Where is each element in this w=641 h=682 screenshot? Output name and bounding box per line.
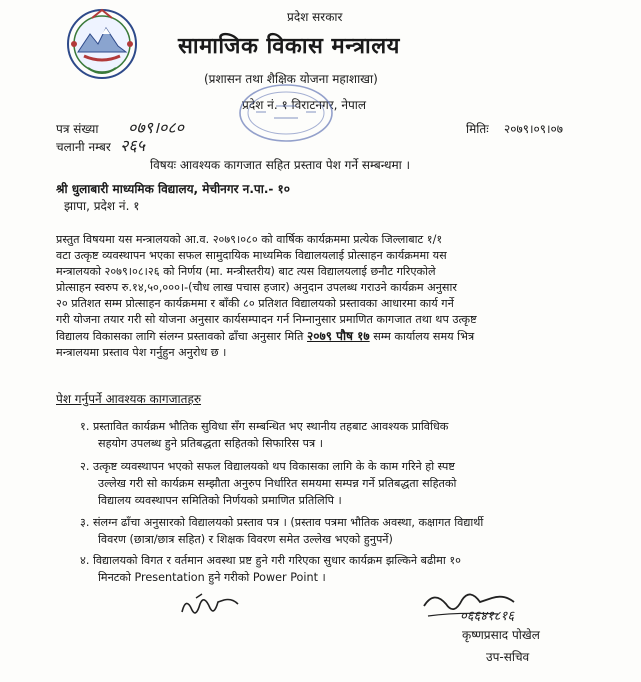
section-heading: पेश गर्नुपर्ने आवश्यक कागजातहरु — [56, 392, 202, 406]
signatory-title: उप-सचिव — [486, 650, 530, 664]
signature-scribble-icon — [178, 590, 248, 620]
body-paragraph — [56, 232, 580, 361]
list-item — [80, 458, 456, 509]
header-government: प्रदेश सरकार — [287, 10, 343, 24]
signature-number: ०६६४१८१६ — [460, 609, 515, 624]
item-line: मिनटको Presentation हुने गरीको Power Point । — [98, 571, 326, 584]
body-text: विद्यालय विकासका लागि संलग्न प्रस्तावको ढाँचा अनुसार मिति — [56, 330, 304, 343]
item-text: प्रस्तावित कार्यक्रम भौतिक सुविधा सँग सम्बन्धित भए स्थानीय तहबाट आवश्यक प्राविधिक — [92, 420, 449, 433]
deadline-date: २०७९ पौष १७ — [307, 329, 370, 343]
item-text: विद्यालयको विगत र वर्तमान अवस्था प्रष्ट हुने गरी गरिएका सुधार कार्यक्रम झल्किने बढीमा १० — [92, 554, 461, 567]
body-line: मन्त्रालयमा प्रस्ताव पेश गर्नुहुन अनुरोध छ । — [56, 346, 227, 359]
office-stamp-icon — [236, 82, 336, 144]
recipient-line-2: झापा, प्रदेश नं. १ — [64, 199, 140, 213]
subject-line: विषयः आवश्यक कागजात सहित प्रस्ताव पेश गर्ने सम्बन्धमा । — [150, 158, 411, 172]
letter-number-label: पत्र संख्या — [56, 122, 99, 136]
division-name: (प्रशासन तथा शैक्षिक योजना महाशाखा) — [204, 72, 378, 86]
item-line: सहयोग उपलब्ध हुने प्रतिबद्धता सहितको सिफारिस पत्र । — [98, 437, 323, 450]
item-number: १. — [80, 420, 90, 433]
item-line — [80, 552, 461, 569]
body-line: प्रस्तुत विषयमा यस मन्त्रालयको आ.व. २०७९।०८० को वार्षिक कार्यक्रममा प्रत्येक जिल्लाबाट १/१ — [56, 233, 443, 246]
government-emblem-icon — [62, 6, 142, 82]
list-item — [80, 418, 448, 452]
item-text: संलग्न ढाँचा अनुसारको विद्यालयको प्रस्ताव पत्र । (प्रस्ताव पत्रमा भौतिक अवस्था, कक्षागत विद्यार्थी — [92, 516, 484, 529]
dispatch-number-value: २६५ — [120, 136, 145, 155]
item-line — [80, 418, 448, 435]
ministry-address: प्रदेश नं. १ विराटनगर, नेपाल — [242, 98, 367, 112]
letter-number-value: ०७९।०८० — [128, 118, 184, 137]
dispatch-number-label: चलानी नम्बर — [56, 140, 111, 154]
body-line-deadline — [56, 328, 580, 345]
item-line — [80, 514, 483, 531]
body-line: प्रोत्साहन स्वरुप रु.१४,५०,०००।-(चौध लाख पचास हजार) अनुदान उपलब्ध गराउने कार्यक्रम अनुसार — [56, 281, 457, 294]
body-text: सम्म कार्यालय समय भित्र — [373, 330, 475, 343]
body-line: वटा उत्कृष्ट व्यवस्थापन भएका सफल सामुदायिक माध्यमिक विद्यालयलाई प्रोत्साहन कार्यक्रममा यस — [56, 249, 447, 262]
list-item — [80, 552, 461, 586]
item-number: ४. — [80, 554, 90, 567]
item-line: विवरण (छात्रा/छात्र सहित) र शिक्षक विवरण समेत उल्लेख भएको हुनुपर्ने) — [98, 533, 393, 546]
body-line: २० प्रतिशत सम्म प्रोत्साहन कार्यक्रममा र बाँकी ८० प्रतिशत विद्यालयको प्रस्तावका आधारमा कार्य गर्ने — [56, 297, 454, 310]
recipient-line-1: श्री धुलाबारी माध्यमिक विद्यालय, मेचीनगर न.पा.- १० — [56, 182, 291, 196]
item-text: उत्कृष्ट व्यवस्थापन भएको सफल विद्यालयको थप विकासका लागि के के काम गरिने हो स्पष्ट — [92, 460, 455, 473]
item-line: उल्लेख गरी सो कार्यक्रम सम्झौता अनुरुप निर्धारित समयमा सम्पन्न गर्ने प्रतिबद्धता सहितको — [98, 477, 457, 490]
signatory-name: कृष्णप्रसाद पोखेल — [462, 628, 540, 642]
body-line: मन्त्रालयको २०७९।०८।२६ को निर्णय (मा. मन्त्रीस्तरीय) बाट त्यस विद्यालयलाई छनौट गरिएकोले — [56, 265, 436, 278]
date-label: मितिः — [466, 122, 489, 136]
body-line: गरी योजना तयार गरी सो योजना अनुसार कार्यसम्पादन गर्न निम्नानुसार प्रमाणित कागजात तथा थप उत्कृष्ट — [56, 313, 477, 326]
item-line: विद्यालय व्यवस्थापन समितिको निर्णयको प्रमाणित प्रतिलिपि । — [98, 494, 342, 507]
ministry-title: सामाजिक विकास मन्त्रालय — [178, 34, 400, 59]
date-value: २०७९।०९।०७ — [504, 122, 564, 136]
list-item — [80, 514, 483, 548]
item-line — [80, 458, 456, 475]
item-number: ३. — [80, 516, 90, 529]
item-number: २. — [80, 460, 90, 473]
